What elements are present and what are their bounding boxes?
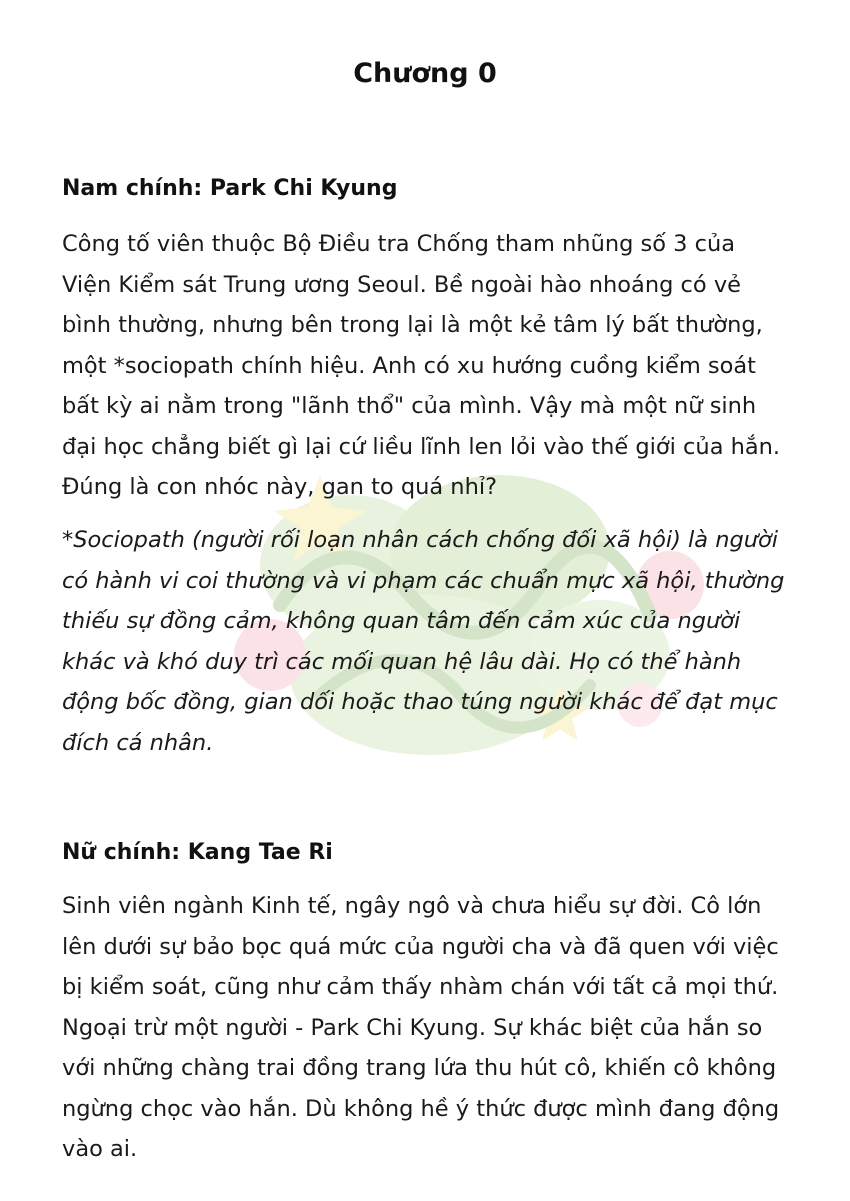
text-line: động bốc đồng, gian dối hoặc thao túng người khác để đạt mục [62, 689, 778, 715]
text-line: bất kỳ ai nằm trong "lãnh thổ" của mình. Vậy mà một nữ sinh [62, 393, 757, 419]
text-line: khác và khó duy trì các mối quan hệ lâu dài. Họ có thể hành [62, 648, 742, 675]
male-lead-heading: Nam chính: Park Chi Kyung [62, 176, 398, 201]
text-line: Ngoại trừ một người - Park Chi Kyung. Sự khác biệt của hắn so [62, 1014, 763, 1041]
text-line: Sinh viên ngành Kinh tế, ngây ngô và chưa hiểu sự đời. Cô lớn [62, 893, 762, 919]
text-line: lên dưới sự bảo bọc quá mức của người cha và đã quen với việc [62, 933, 779, 960]
text-line: bị kiểm soát, cũng như cảm thấy nhàm chán với tất cả mọi thứ. [62, 974, 779, 1000]
sociopath-note [62, 520, 802, 763]
text-line: *Sociopath (người rối loạn nhân cách chống đối xã hội) là người [62, 527, 779, 553]
male-lead-description [62, 224, 802, 508]
text-line: với những chàng trai đồng trang lứa thu hút cô, khiến cô không [62, 1055, 777, 1081]
text-line: Đúng là con nhóc này, gan to quá nhỉ? [62, 474, 498, 500]
text-line: Công tố viên thuộc Bộ Điều tra Chống tham nhũng số 3 của [62, 231, 736, 257]
text-line: vào ai. [62, 1136, 138, 1162]
female-lead-description [62, 886, 802, 1170]
text-line: bình thường, nhưng bên trong lại là một kẻ tâm lý bất thường, [62, 312, 763, 338]
chapter-title: Chương 0 [353, 58, 497, 89]
text-line: đại học chẳng biết gì lại cứ liều lĩnh len lỏi vào thế giới của hắn. [62, 433, 781, 460]
female-lead-heading: Nữ chính: Kang Tae Ri [62, 840, 333, 865]
text-line: có hành vi coi thường và vi phạm các chuẩn mực xã hội, thường [62, 567, 785, 594]
text-line: ngừng chọc vào hắn. Dù không hề ý thức được mình đang động [62, 1095, 780, 1122]
text-line: thiếu sự đồng cảm, không quan tâm đến cảm xúc của người [62, 608, 741, 634]
text-line: đích cá nhân. [62, 729, 214, 756]
text-line: Viện Kiểm sát Trung ương Seoul. Bề ngoài hào nhoáng có vẻ [62, 271, 741, 298]
text-line: một *sociopath chính hiệu. Anh có xu hướng cuồng kiểm soát [62, 352, 757, 379]
